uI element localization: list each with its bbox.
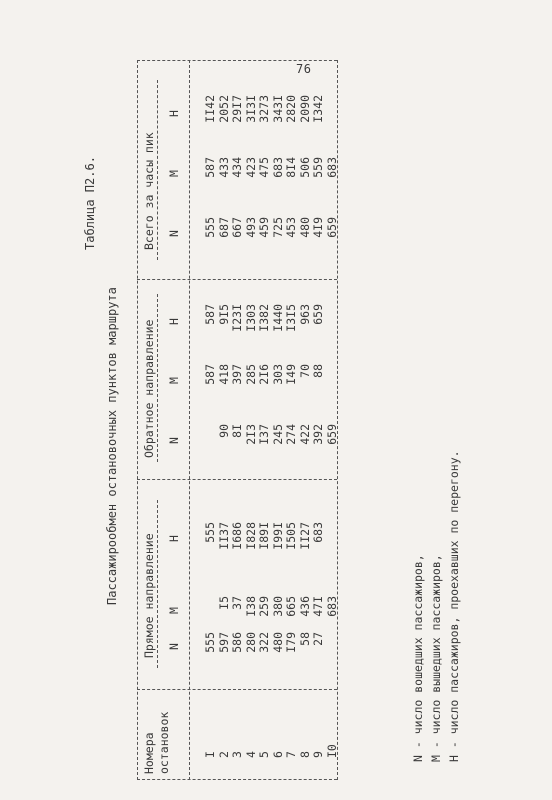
direct-m-cell: 259: [257, 596, 271, 617]
direct-m-cell: 683: [324, 596, 339, 617]
reverse-h-cell: I382: [257, 304, 271, 332]
total-h-cell: 2052: [216, 95, 231, 123]
stop-number: 7: [284, 751, 298, 758]
stop-number: I0: [324, 744, 339, 758]
total-h-cell: 3I3I: [243, 95, 258, 123]
direct-n-cell: 480: [270, 632, 285, 653]
total-n-cell: 687: [216, 217, 231, 238]
stop-number: 6: [270, 751, 285, 758]
direct-n-cell: 597: [216, 632, 231, 653]
stop-number: 8: [297, 751, 312, 758]
total-m-cell: 683: [270, 157, 285, 178]
total-m-cell: 434: [230, 157, 244, 178]
total-sub-m: М: [167, 170, 181, 177]
reverse-m-cell: 397: [230, 364, 244, 385]
total-m-cell: 683: [324, 157, 339, 178]
reverse-n-cell: 659: [324, 424, 339, 445]
reverse-n-cell: 8I: [230, 424, 244, 438]
direct-sub-h: Н: [167, 535, 181, 542]
stops-header-line-1: Номера: [142, 732, 156, 774]
total-n-cell: 555: [203, 217, 217, 238]
page-number: 76: [296, 62, 312, 76]
direct-h-cell: II37: [216, 522, 231, 550]
table-title: Пассажирообмен остановочных пунктов маршрута: [105, 287, 119, 605]
stops-header-line-2: остановок: [157, 711, 171, 774]
reverse-sub-m: М: [167, 377, 181, 384]
total-h-cell: 3273: [257, 95, 271, 123]
table-right-rule: [137, 60, 337, 61]
total-m-cell: 8I4: [284, 157, 298, 178]
total-h-cell: 2820: [284, 95, 298, 123]
reverse-n-cell: 274: [284, 424, 298, 445]
direct-m-cell: 665: [284, 596, 298, 617]
stop-number: 5: [257, 751, 271, 758]
reverse-m-cell: 70: [297, 364, 312, 378]
total-sub-n: N: [167, 230, 181, 237]
reverse-h-cell: 587: [203, 304, 217, 325]
direct-h-cell: I828: [243, 522, 258, 550]
col-sep-3: [137, 279, 337, 280]
direct-sub-n: N: [167, 643, 181, 650]
direct-m-cell: 436: [297, 596, 312, 617]
reverse-group-rule: [157, 294, 158, 462]
total-m-cell: 433: [216, 157, 231, 178]
total-n-cell: 459: [257, 217, 271, 238]
direct-n-cell: 322: [257, 632, 271, 653]
legend-line-n: N - число вошедших пассажиров,: [411, 554, 425, 762]
reverse-h-cell: I303: [243, 304, 258, 332]
col-sep-2: [137, 479, 337, 480]
reverse-n-cell: 422: [297, 424, 312, 445]
legend-line-h: Н - число пассажиров, проехавших по перегону.: [447, 450, 461, 762]
total-n-cell: 667: [230, 217, 244, 238]
legend-line-m: М - число вышедших пассажиров,: [429, 554, 443, 762]
direct-m-cell: 37: [230, 596, 244, 610]
reverse-sub-h: Н: [167, 318, 181, 325]
total-n-cell: 4I9: [311, 217, 325, 238]
total-group-rule: [157, 80, 158, 260]
reverse-h-cell: I3I5: [284, 304, 298, 332]
direct-n-cell: 280: [243, 632, 258, 653]
total-m-cell: 423: [243, 157, 258, 178]
total-h-cell: I342: [311, 95, 325, 123]
direct-m-cell: I5: [216, 596, 231, 610]
total-n-cell: 493: [243, 217, 258, 238]
reverse-n-cell: 2I3: [243, 424, 258, 445]
total-m-cell: 475: [257, 157, 271, 178]
reverse-n-cell: I37: [257, 424, 271, 445]
reverse-m-cell: 2I6: [257, 364, 271, 385]
stop-number: 9: [311, 751, 325, 758]
total-h-cell: II42: [203, 95, 217, 123]
direct-m-cell: 47I: [311, 596, 325, 617]
rotated-table-block: [75, 60, 495, 780]
table-label: Таблица П2.6.: [83, 156, 97, 250]
total-h-cell: 2090: [297, 95, 312, 123]
reverse-h-cell: 9I5: [216, 304, 231, 325]
reverse-m-cell: 418: [216, 364, 231, 385]
direct-m-cell: I38: [243, 596, 258, 617]
direct-h-cell: II27: [297, 522, 312, 550]
direct-h-cell: 683: [311, 522, 325, 543]
direct-h-cell: I686: [230, 522, 244, 550]
total-m-cell: 559: [311, 157, 325, 178]
direct-n-cell: 58: [297, 632, 312, 646]
direct-n-cell: 27: [311, 632, 325, 646]
table-top-rule: [137, 60, 138, 780]
direct-n-cell: I79: [284, 632, 298, 653]
total-h-cell: 343I: [270, 95, 285, 123]
reverse-m-cell: 88: [311, 364, 325, 378]
total-header: Всего за часы пик: [142, 132, 156, 250]
stop-number: 2: [216, 751, 231, 758]
stop-number: 4: [243, 751, 258, 758]
direct-sub-m: М: [167, 607, 181, 614]
direct-group-rule: [157, 500, 158, 668]
reverse-n-cell: 90: [216, 424, 231, 438]
direct-h-cell: I505: [284, 522, 298, 550]
reverse-sub-n: N: [167, 437, 181, 444]
table-left-rule: [137, 779, 337, 780]
table-header-rule: [189, 60, 190, 780]
total-sub-h: Н: [167, 110, 181, 117]
total-n-cell: 659: [324, 217, 339, 238]
total-n-cell: 453: [284, 217, 298, 238]
direct-h-cell: I99I: [270, 522, 285, 550]
reverse-h-cell: I23I: [230, 304, 244, 332]
reverse-m-cell: 303: [270, 364, 285, 385]
reverse-n-cell: 392: [311, 424, 325, 445]
reverse-h-cell: 963: [297, 304, 312, 325]
reverse-m-cell: 285: [243, 364, 258, 385]
reverse-h-cell: I440: [270, 304, 285, 332]
direct-m-cell: 380: [270, 596, 285, 617]
reverse-m-cell: 587: [203, 364, 217, 385]
direct-h-cell: 555: [203, 522, 217, 543]
reverse-h-cell: 659: [311, 304, 325, 325]
total-m-cell: 587: [203, 157, 217, 178]
total-n-cell: 480: [297, 217, 312, 238]
stop-number: 3: [230, 751, 244, 758]
stop-number: I: [203, 751, 217, 758]
reverse-header: Обратное направление: [142, 319, 156, 458]
direct-n-cell: 555: [203, 632, 217, 653]
reverse-n-cell: 245: [270, 424, 285, 445]
total-m-cell: 506: [297, 157, 312, 178]
col-sep-1: [137, 689, 337, 690]
direct-n-cell: 586: [230, 632, 244, 653]
direct-h-cell: I89I: [257, 522, 271, 550]
direct-header: Прямое направление: [142, 533, 156, 658]
reverse-m-cell: I49: [284, 364, 298, 385]
total-n-cell: 725: [270, 217, 285, 238]
total-h-cell: 29I7: [230, 95, 244, 123]
